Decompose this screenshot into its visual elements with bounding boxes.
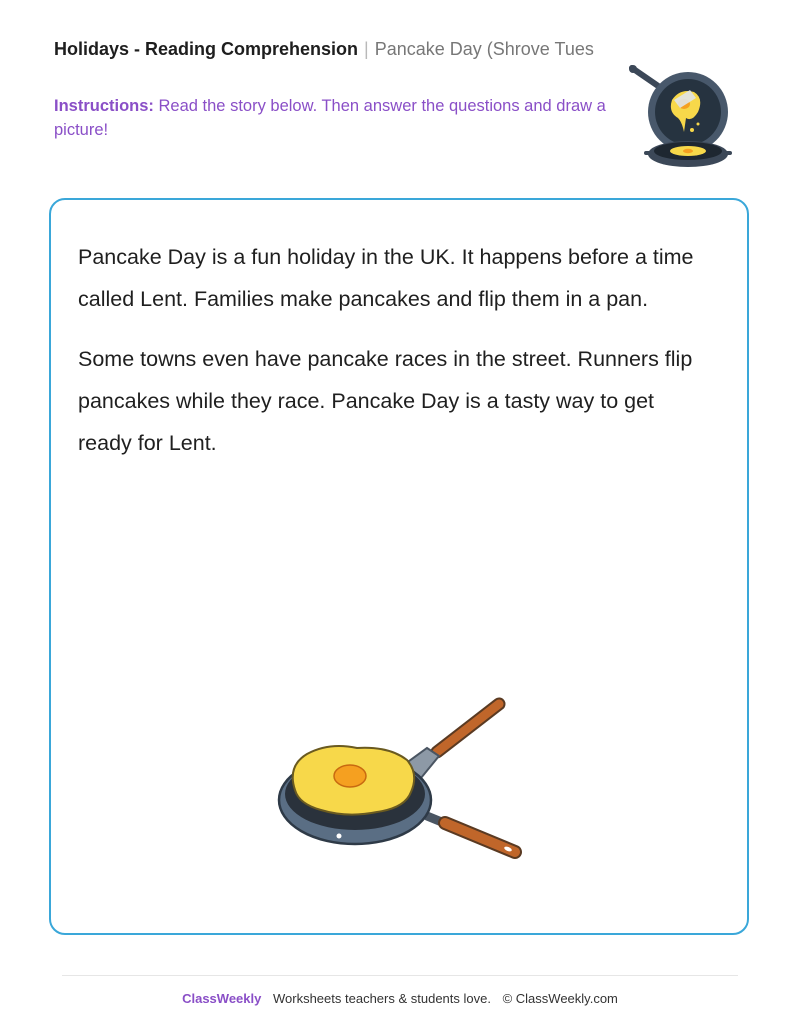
footer-divider — [62, 975, 738, 976]
footer-brand: ClassWeekly — [182, 991, 262, 1006]
story-box — [49, 198, 749, 935]
story-paragraph-2: Some towns even have pancake races in the street. Runners flip pancakes while they race. Pancake Day is a tasty way to get ready for Lent. — [78, 347, 693, 455]
title-separator: | — [364, 39, 369, 59]
footer-tagline: Worksheets teachers & students love. — [272, 991, 491, 1006]
story-text — [78, 236, 698, 482]
story-paragraph-1: Pancake Day is a fun holiday in the UK. It happens before a time called Lent. Families make pancakes and flip them in a pan. — [78, 245, 694, 311]
worksheet-title: Holidays - Reading Comprehension — [54, 39, 359, 59]
page-footer — [0, 990, 800, 1008]
worksheet-subtitle: Pancake Day (Shrove Tues — [374, 39, 594, 59]
instructions — [54, 94, 614, 142]
instructions-text: Read the story below. Then answer the questions and draw a picture! — [54, 97, 606, 139]
pancake-flip-icon — [622, 60, 740, 178]
page-header — [54, 38, 606, 62]
footer-copyright: © ClassWeekly.com — [502, 991, 618, 1006]
instructions-label: Instructions: — [54, 97, 154, 115]
frying-pan-pancake-illustration — [277, 692, 527, 862]
